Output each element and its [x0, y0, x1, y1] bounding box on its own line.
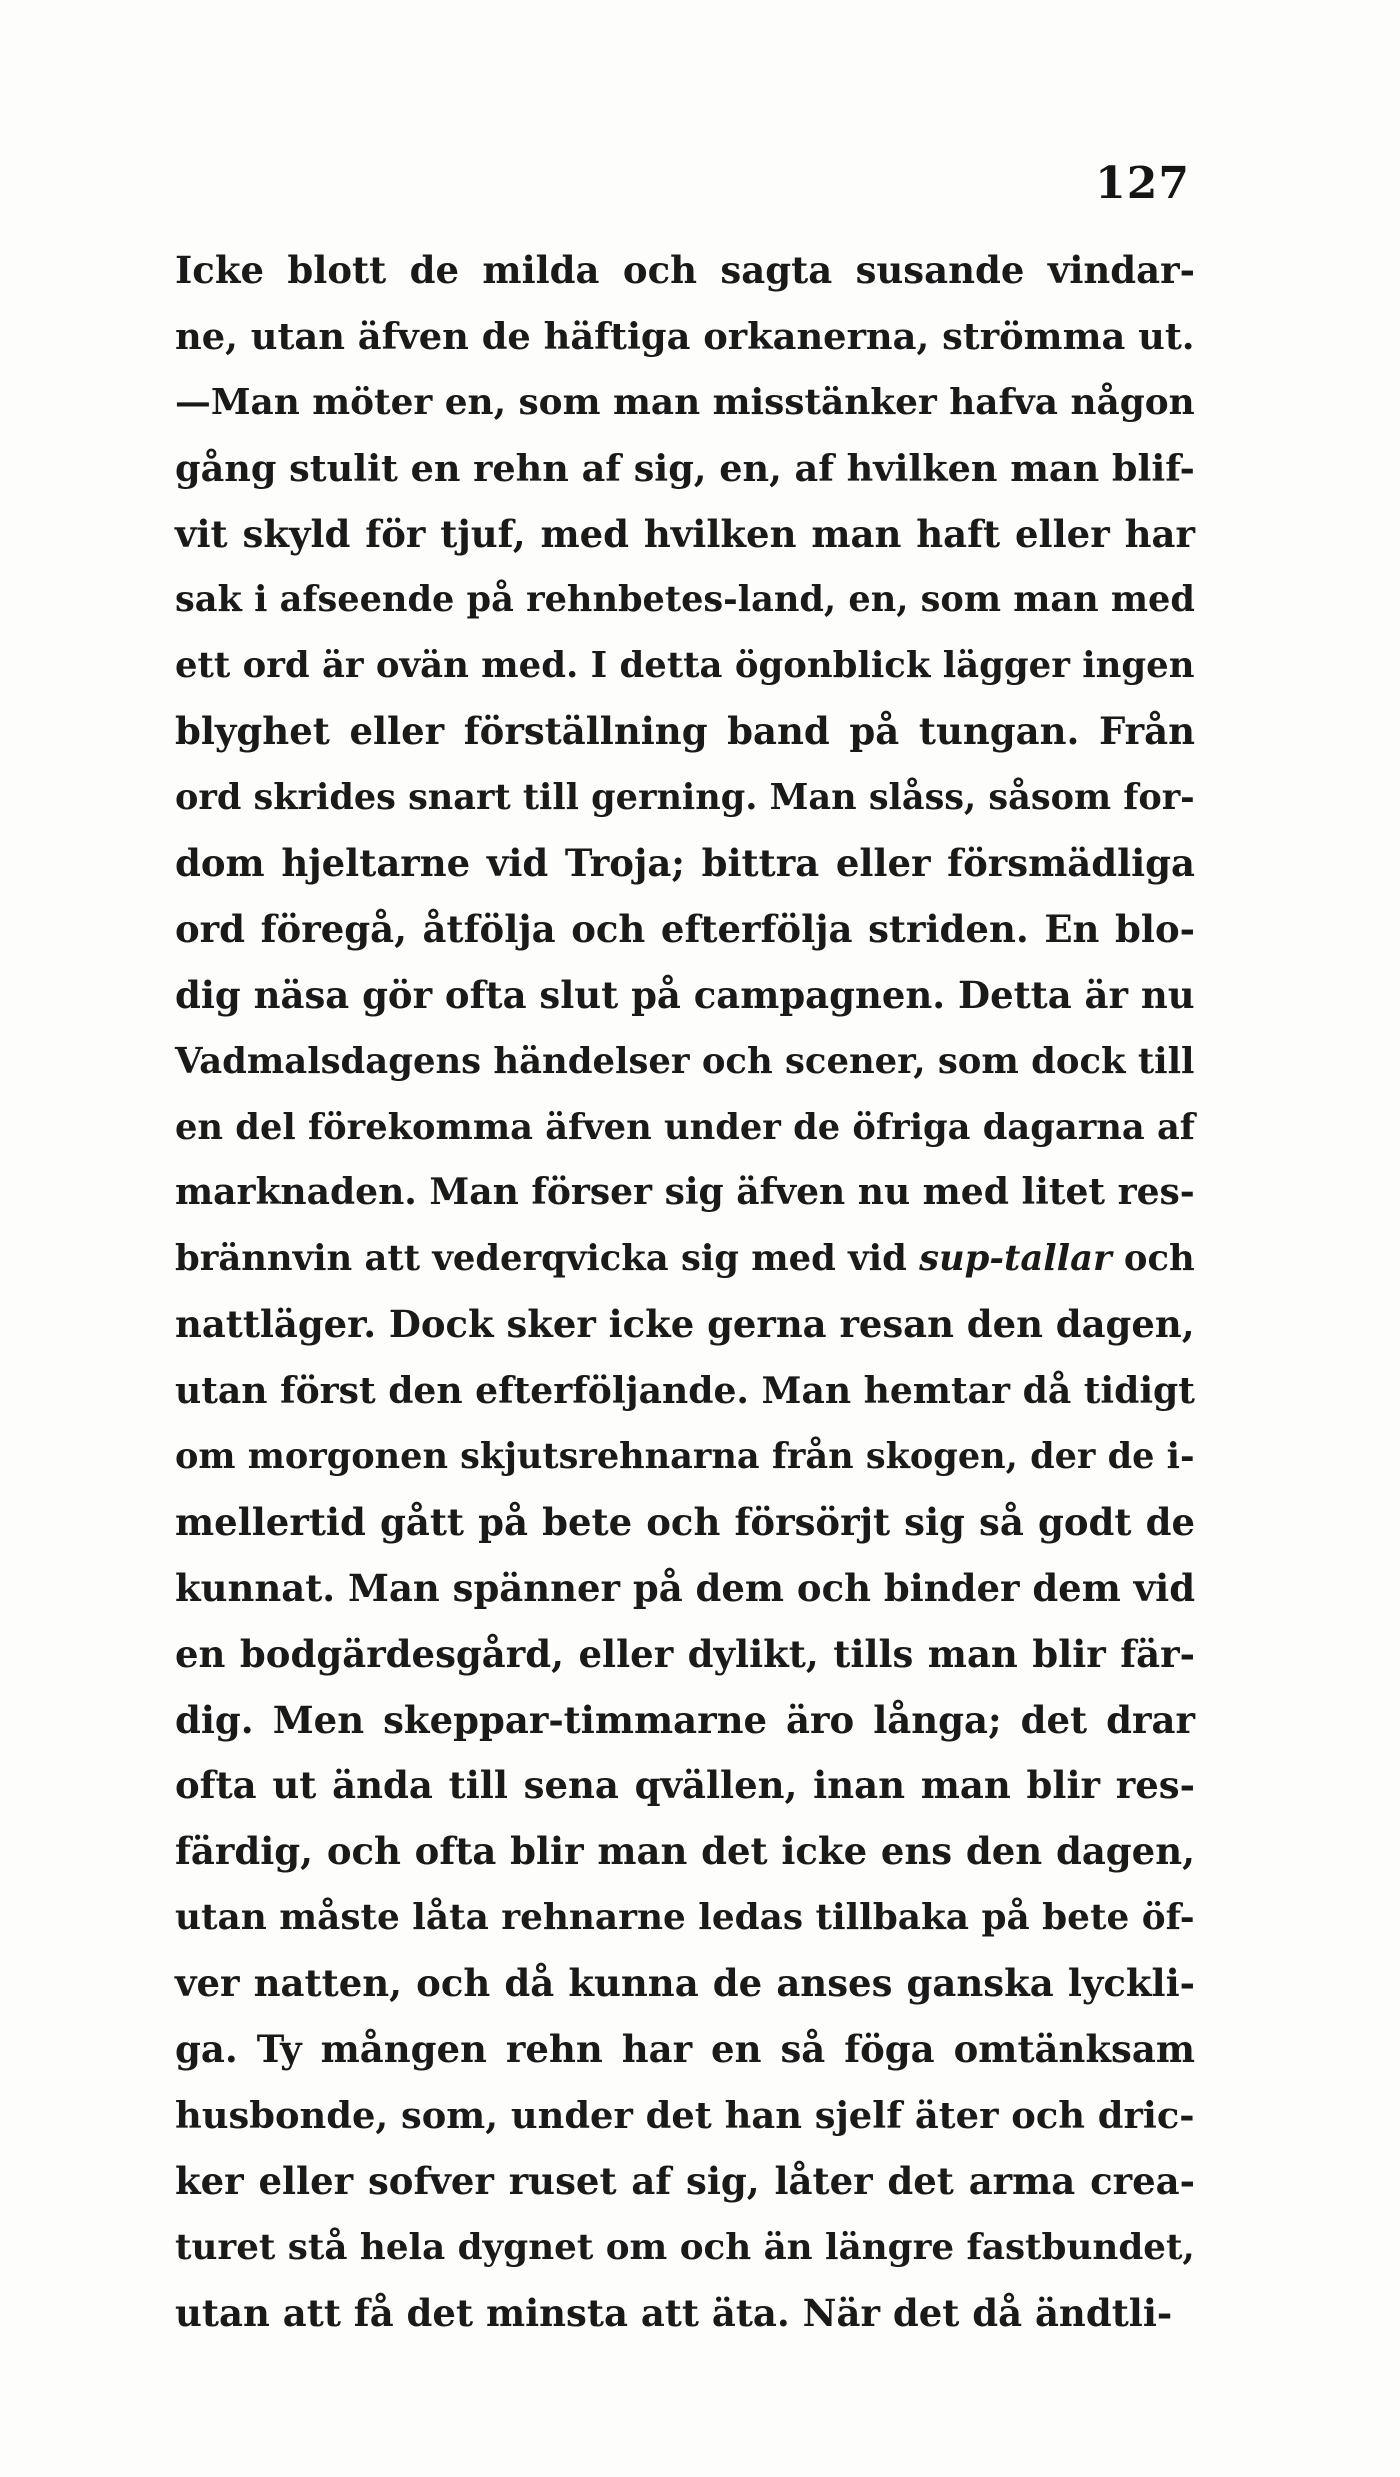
- text-line: ne, utan äfven de häftiga orkanerna, strömma ut.: [175, 313, 1195, 358]
- text-line: en bodgärdesgård, eller dylikt, tills man blir fär-: [175, 1631, 1196, 1676]
- text-line: ker eller sofver ruset af sig, låter det arma crea-: [175, 2158, 1195, 2203]
- text-line: ord föregå, åtfölja och efterfölja striden. En blo-: [175, 906, 1195, 951]
- text-line: ord skrides snart till gerning. Man slåss, såsom for-: [175, 777, 1195, 819]
- text-line: dig näsa gör ofta slut på campagnen. Detta är nu: [175, 972, 1195, 1017]
- text-line: turet stå hela dygnet om och än längre fastbundet,: [175, 2225, 1195, 2268]
- text-line: utan att få det minsta att äta. När det då ändtli-: [175, 2290, 1173, 2335]
- text-line: blyghet eller förställning band på tungan. Från: [175, 709, 1195, 754]
- text-line: sak i afseende på rehnbetes-land, en, som man med: [175, 579, 1195, 621]
- text-line: mellertid gått på bete och försörjt sig så godt de: [175, 1499, 1196, 1544]
- text-line: vit skyld för tjuf, med hvilken man haft eller har: [175, 511, 1195, 556]
- page-number: 127: [1095, 158, 1190, 209]
- text-line: utan måste låta rehnarne ledas tillbaka på bete öf-: [175, 1896, 1195, 1939]
- italic-term: sup-tallar: [919, 1238, 1112, 1280]
- text-line: husbonde, som, under det han sjelf äter och dric-: [175, 2092, 1195, 2137]
- text-line: om morgonen skjutsrehnarna från skogen, der de i-: [175, 1436, 1195, 1478]
- text-line: dom hjeltarne vid Troja; bittra eller försmädliga: [175, 841, 1196, 886]
- text-line: ver natten, och då kunna de anses ganska lyckli-: [175, 1961, 1196, 2006]
- text-segment: och: [1111, 1238, 1195, 1280]
- text-line: Vadmalsdagens händelser och scener, som dock till: [175, 1040, 1195, 1082]
- text-line: nattläger. Dock sker icke gerna resan den dagen,: [175, 1302, 1195, 1347]
- text-line: Icke blott de milda och sagta susande vindar-: [175, 248, 1195, 292]
- text-line: kunnat. Man spänner på dem och binder dem vid: [175, 1565, 1196, 1610]
- text-line: ga. Ty mången rehn har en så föga omtänksam: [175, 2027, 1195, 2072]
- text-line: en del förekomma äfven under de öfriga dagarna af: [175, 1106, 1195, 1148]
- text-line: dig. Men skeppar-timmarne äro långa; det drar: [175, 1697, 1195, 1742]
- text-line: —Man möter en, som man misstänker hafva någon: [175, 380, 1195, 423]
- text-line: ofta ut ända till sena qvällen, inan man blir res-: [175, 1763, 1195, 1808]
- text-line: ett ord är ovän med. I detta ögonblick lägger ingen: [175, 645, 1195, 687]
- text-line: gång stulit en rehn af sig, en, af hvilken man blif-: [175, 446, 1195, 490]
- body-text: [175, 238, 1195, 2347]
- text-line-with-italic: [175, 1226, 1195, 1292]
- text-line: marknaden. Man förser sig äfven nu med litet res-: [175, 1171, 1195, 1214]
- text-line: utan först den efterföljande. Man hemtar då tidigt: [175, 1369, 1195, 1413]
- text-line: färdig, och ofta blir man det icke ens den dagen,: [175, 1829, 1195, 1874]
- text-segment: brännvin att vederqvicka sig med vid: [175, 1238, 920, 1280]
